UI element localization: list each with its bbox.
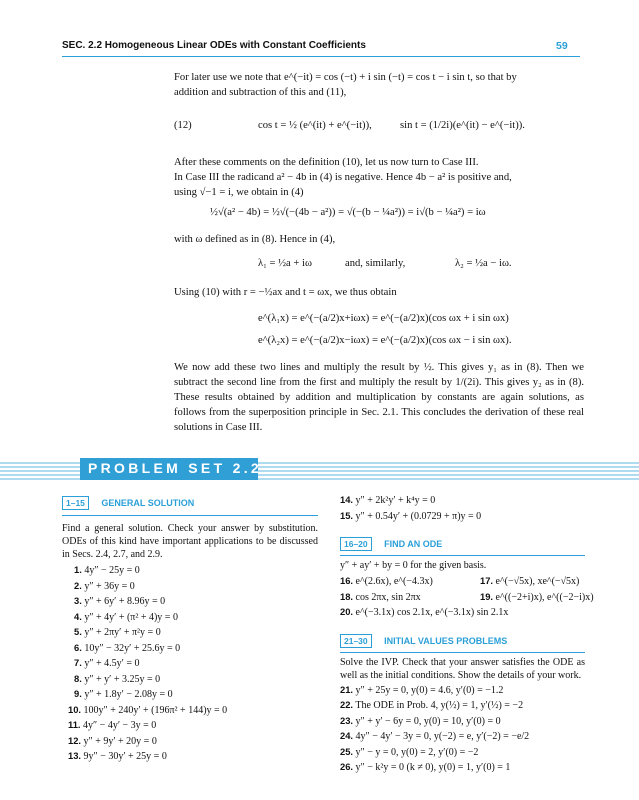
- omega-text: with ω defined as in (8). Hence in (4),: [174, 234, 336, 245]
- final-paragraph: We now add these two lines and multiply the result by ½. This gives y₁ as in (8). Then we subtract the second line from the first and multiply the result by 1/(2i). This gives y₂ as in (8). These results obtained by addition and multiplication by constants are again solutions, as follows from the superposition principle in Sec. 2.1. This concludes the derivation of these real solutions in Case III.: [174, 362, 584, 433]
- para2-line-3: using √−1 = i, we obtain in (4): [174, 187, 304, 198]
- problem-item: 8. y″ + y′ + 3.25y = 0: [74, 672, 161, 685]
- intro-paragraph: [174, 70, 584, 100]
- section-range: 16–20: [340, 537, 372, 551]
- section-range: 1–15: [62, 496, 89, 510]
- exponential-2: e^(λ₂x) = e^(−(a/2)x−iωx) = e^(−(a/2)x)(cos ωx − i sin ωx).: [258, 335, 512, 346]
- equation-sin: sin t = (1/2i)(e^(it) − e^(−it)).: [400, 120, 525, 131]
- problem-row: 18. cos 2πx, sin 2πx 19. e^((−2+i)x), e^((−2−i)x): [340, 590, 594, 603]
- section-header-find-ode: [340, 534, 585, 552]
- problem-item: 25. y″ − y = 0, y(0) = 2, y′(0) = −2: [340, 745, 479, 758]
- problem-item: 14. y″ + 2k²y′ + k⁴y = 0: [340, 494, 436, 506]
- problem-item: 5. y″ + 2πy′ + π²y = 0: [74, 626, 161, 638]
- para2-line-2: In Case III the radicand a² − 4b in (4) is negative. Hence 4b − a² is positive and,: [174, 172, 512, 183]
- section-title: INITIAL VALUES PROBLEMS: [384, 635, 508, 646]
- equation-cos: cos t = ½ (e^(it) + e^(−it)),: [258, 120, 372, 131]
- section-header-ivp: [340, 631, 585, 649]
- problem-item: 3. y″ + 6y′ + 8.96y = 0: [74, 595, 166, 607]
- problem-list-ivp: [340, 683, 585, 776]
- lambda-2: λ₂ = ½a − iω.: [455, 258, 512, 269]
- intro-line-2: addition and subtraction of this and (11),: [174, 87, 347, 98]
- using-text: Using (10) with r = −½ax and t = ωx, we thus obtain: [174, 287, 397, 298]
- problem-item: 12. y″ + 9y′ + 20y = 0: [68, 734, 157, 747]
- problem-list-left: [68, 563, 330, 765]
- equation-number-12: (12): [174, 120, 192, 131]
- section-header-general: [62, 493, 330, 511]
- right-column: [340, 493, 594, 776]
- problem-item: 1. 4y″ − 25y = 0: [74, 564, 140, 576]
- problem-item: 2. y″ + 36y = 0: [74, 579, 135, 592]
- para2-line-1: After these comments on the definition (10), let us now turn to Case III.: [174, 157, 479, 168]
- intro-line-1: For later use we note that e^(−it) = cos (−t) + i sin (−t) = cos t − i sin t, so that by: [174, 72, 517, 83]
- and-similarly: and, similarly,: [345, 258, 406, 269]
- problem-item: 21. y″ + 25y = 0, y(0) = 4.6, y′(0) = −1.2: [340, 683, 504, 696]
- problem-item: 22. The ODE in Prob. 4, y(½) = 1, y′(½) = −2: [340, 699, 524, 711]
- problem-item: 6. 10y″ − 32y′ + 25.6y = 0: [74, 641, 181, 654]
- lambda-1: λ₁ = ½a + iω: [258, 258, 312, 269]
- problem-row: 20. e^(−3.1x) cos 2.1x, e^(−3.1x) sin 2.1x: [340, 606, 509, 618]
- page-number: 59: [556, 40, 568, 52]
- section-rule: [62, 515, 318, 516]
- section-instructions: Solve the IVP. Check that your answer satisfies the ODE as well as the initial conditions. Show the details of your work.: [340, 656, 585, 681]
- problem-row: 16. e^(2.6x), e^(−4.3x) 17. e^(−√5x), xe^(−√5x): [340, 575, 580, 587]
- exponential-1: e^(λ₁x) = e^(−(a/2)x+iωx) = e^(−(a/2)x)(cos ωx + i sin ωx): [258, 313, 509, 324]
- section-rule: [340, 555, 585, 556]
- problem-item: 10. 100y″ + 240y′ + (196π² + 144)y = 0: [68, 703, 228, 716]
- problem-item: 13. 9y″ − 30y′ + 25y = 0: [68, 750, 167, 762]
- problem-item: 23. y″ + y′ − 6y = 0, y(0) = 10, y′(0) = 0: [340, 714, 501, 727]
- problem-item: 24. 4y″ − 4y′ − 3y = 0, y(−2) = e, y′(−2) = −e/2: [340, 730, 530, 742]
- section-instructions: y″ + ay′ + by = 0 for the given basis.: [340, 560, 487, 571]
- problem-item: 15. y″ + 0.54y′ + (0.0729 + π)y = 0: [340, 509, 482, 522]
- radical-equation: ½√(a² − 4b) = ½√(−(4b − a²)) = √(−(b − ¼a²)) = i√(b − ¼a²) = iω: [210, 207, 486, 218]
- section-title: GENERAL SOLUTION: [101, 498, 195, 508]
- section-range: 21–30: [340, 634, 372, 648]
- header-rule: [62, 56, 580, 57]
- problem-item: 7. y″ + 4.5y′ = 0: [74, 657, 140, 669]
- problem-set-title: PROBLEM SET 2.2: [88, 460, 262, 476]
- problem-item: 11. 4y″ − 4y′ − 3y = 0: [68, 719, 157, 731]
- problem-item: 26. y″ − k²y = 0 (k ≠ 0), y(0) = 1, y′(0) = 1: [340, 761, 511, 773]
- section-title: FIND AN ODE: [384, 539, 443, 549]
- left-column: [62, 493, 330, 765]
- section-instructions: Find a general solution. Check your answer by substitution. ODEs of this kind have important applications to be discussed in Secs. 2.4, 2.7, and 2.9.: [62, 523, 318, 560]
- running-header: SEC. 2.2 Homogeneous Linear ODEs with Constant Coefficients: [62, 40, 366, 51]
- case-three-paragraph: [174, 155, 584, 200]
- section-rule: [340, 652, 585, 653]
- problem-item: 9. y″ + 1.8y′ − 2.08y = 0: [74, 688, 173, 700]
- problem-item: 4. y″ + 4y′ + (π² + 4)y = 0: [74, 610, 178, 623]
